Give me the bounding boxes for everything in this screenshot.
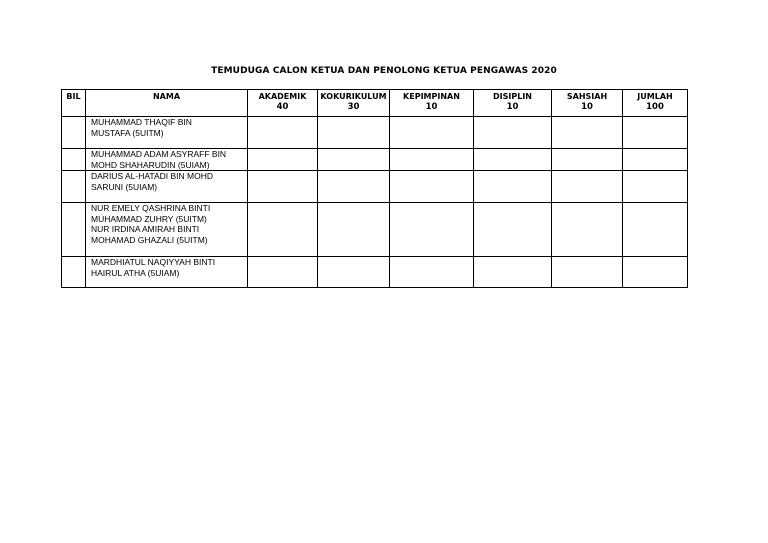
header-akademik <box>248 90 318 117</box>
score-cell-kokurikulum <box>318 203 390 257</box>
header-jumlah <box>623 90 688 117</box>
bil-cell <box>62 117 86 149</box>
score-cell-kepimpinan <box>390 149 474 171</box>
score-cell-kokurikulum <box>318 117 390 149</box>
score-cell-disiplin <box>474 171 552 203</box>
table-row <box>62 257 688 288</box>
header-label: BIL <box>66 92 81 101</box>
score-cell-jumlah <box>623 203 688 257</box>
name-line: DARIUS AL-HATADI BIN MOHD <box>91 171 214 181</box>
header-label: AKADEMIK <box>258 92 307 101</box>
header-max-score: 100 <box>646 102 664 112</box>
score-cell-kepimpinan <box>390 203 474 257</box>
name-line: SARUNI (5UIAM) <box>91 181 158 192</box>
score-cell-jumlah <box>623 117 688 149</box>
score-cell-akademik <box>248 149 318 171</box>
header-bil <box>62 90 86 117</box>
header-label: JUMLAH <box>637 92 673 101</box>
name-line: MUHAMMAD ZUHRY (5UITM) <box>91 213 207 224</box>
name-line: NUR IRDINA AMIRAH BINTI <box>91 224 200 234</box>
header-label: SAHSIAH <box>566 92 608 101</box>
score-cell-sahsiah <box>552 117 623 149</box>
name-line: MOHD SHAHARUDIN (5UIAM) <box>91 159 210 170</box>
header-kokurikulum <box>318 90 390 117</box>
score-cell-kokurikulum <box>318 171 390 203</box>
header-label: DISIPLIN <box>493 92 532 101</box>
score-cell-akademik <box>248 203 318 257</box>
name-line: MARDHIATUL NAQIYYAH BINTI <box>91 257 216 267</box>
score-cell-akademik <box>248 117 318 149</box>
header-disiplin <box>474 90 552 117</box>
score-cell-disiplin <box>474 203 552 257</box>
score-cell-kokurikulum <box>318 257 390 288</box>
interview-score-table <box>61 89 688 288</box>
name-cell <box>86 203 248 257</box>
score-cell-kepimpinan <box>390 117 474 149</box>
header-label: KOKURIKULUM <box>320 92 387 101</box>
score-cell-sahsiah <box>552 257 623 288</box>
name-cell <box>86 257 248 288</box>
name-line: MOHAMAD GHAZALI (5UITM) <box>91 234 208 245</box>
header-label: KEPIMPINAN <box>403 92 460 101</box>
table-row <box>62 149 688 171</box>
name-cell <box>86 149 248 171</box>
score-cell-sahsiah <box>552 171 623 203</box>
table-row <box>62 203 688 257</box>
score-cell-jumlah <box>623 171 688 203</box>
document-title: TEMUDUGA CALON KETUA DAN PENOLONG KETUA PENGAWAS 2020 <box>211 66 557 76</box>
bil-cell <box>62 257 86 288</box>
score-cell-disiplin <box>474 117 552 149</box>
score-cell-sahsiah <box>552 149 623 171</box>
header-max-score: 10 <box>506 102 519 112</box>
bil-cell <box>62 203 86 257</box>
header-row <box>62 90 688 117</box>
name-line: HAIRUL ATHA (5UIAM) <box>91 267 180 278</box>
score-cell-akademik <box>248 171 318 203</box>
score-cell-sahsiah <box>552 203 623 257</box>
header-sahsiah <box>552 90 623 117</box>
score-cell-jumlah <box>623 149 688 171</box>
score-cell-kepimpinan <box>390 171 474 203</box>
score-cell-akademik <box>248 257 318 288</box>
score-cell-disiplin <box>474 149 552 171</box>
name-cell <box>86 171 248 203</box>
header-kepimpinan <box>390 90 474 117</box>
score-cell-disiplin <box>474 257 552 288</box>
table-row <box>62 171 688 203</box>
score-cell-jumlah <box>623 257 688 288</box>
header-max-score: 30 <box>347 102 360 112</box>
score-cell-kokurikulum <box>318 149 390 171</box>
score-cell-kepimpinan <box>390 257 474 288</box>
header-nama <box>86 90 248 117</box>
name-line: MUHAMMAD ADAM ASYRAFF BIN <box>91 149 227 159</box>
bil-cell <box>62 171 86 203</box>
header-max-score: 10 <box>581 102 593 112</box>
name-cell <box>86 117 248 149</box>
name-line: MUHAMMAD THAQIF BIN <box>91 117 192 127</box>
header-max-score: 10 <box>425 102 438 112</box>
header-max-score: 40 <box>276 102 289 112</box>
header-label: NAMA <box>152 92 181 101</box>
name-line: MUSTAFA (5UITM) <box>91 127 164 138</box>
table-row <box>62 117 688 149</box>
bil-cell <box>62 149 86 171</box>
name-line: NUR EMELY QASHRINA BINTI <box>91 203 211 213</box>
